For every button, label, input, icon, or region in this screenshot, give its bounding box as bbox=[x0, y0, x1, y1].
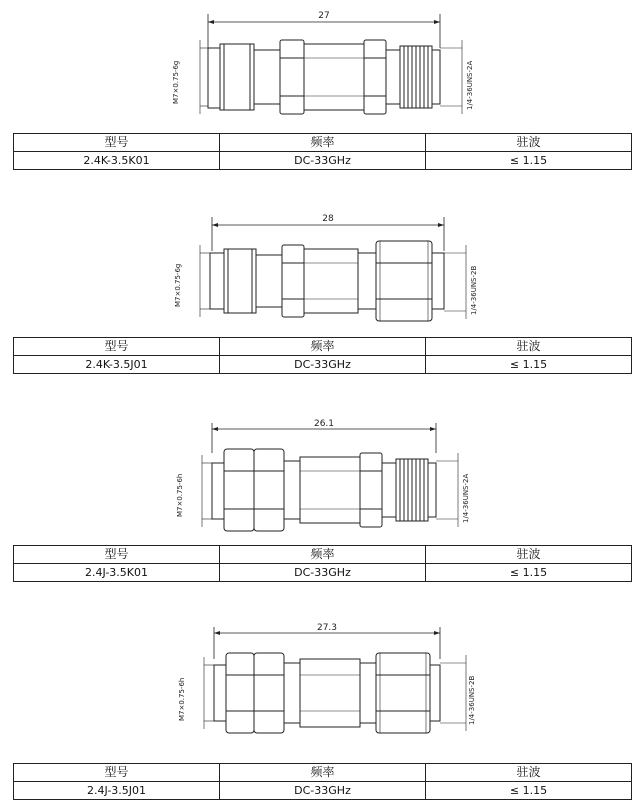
connector-drawing-3 bbox=[0, 417, 640, 537]
spec-table-3 bbox=[13, 545, 632, 582]
header-frequency: 频率 bbox=[220, 764, 426, 782]
header-model: 型号 bbox=[14, 134, 220, 152]
left-thread-label: M7×0.75-6g bbox=[174, 263, 182, 307]
header-vswr: 驻波 bbox=[426, 134, 632, 152]
connector-drawing-1 bbox=[0, 0, 640, 120]
dimension-label: 27 bbox=[318, 11, 330, 21]
model-cell: 2.4J-3.5K01 bbox=[14, 564, 220, 582]
header-vswr: 驻波 bbox=[426, 764, 632, 782]
frequency-cell: DC-33GHz bbox=[220, 152, 426, 170]
vswr-cell: ≤ 1.15 bbox=[426, 782, 632, 800]
left-thread-label: M7×0.75-6g bbox=[172, 60, 180, 104]
header-model: 型号 bbox=[14, 546, 220, 564]
header-frequency: 频率 bbox=[220, 546, 426, 564]
right-thread-label: 1/4-36UNS-2A bbox=[466, 60, 474, 110]
right-thread-label: 1/4-36UNS-2A bbox=[462, 473, 470, 523]
header-model: 型号 bbox=[14, 338, 220, 356]
vswr-cell: ≤ 1.15 bbox=[426, 564, 632, 582]
left-thread-label: M7×0.75-6h bbox=[178, 677, 186, 721]
dimension-label: 26.1 bbox=[313, 419, 335, 429]
frequency-cell: DC-33GHz bbox=[220, 356, 426, 374]
connector-drawing-2 bbox=[0, 207, 640, 327]
model-cell: 2.4K-3.5J01 bbox=[14, 356, 220, 374]
left-thread-label: M7×0.75-6h bbox=[176, 473, 184, 517]
vswr-cell: ≤ 1.15 bbox=[426, 152, 632, 170]
header-vswr: 驻波 bbox=[426, 338, 632, 356]
model-cell: 2.4J-3.5J01 bbox=[14, 782, 220, 800]
header-model: 型号 bbox=[14, 764, 220, 782]
frequency-cell: DC-33GHz bbox=[220, 564, 426, 582]
right-thread-label: 1/4-36UNS-2B bbox=[470, 265, 478, 315]
frequency-cell: DC-33GHz bbox=[220, 782, 426, 800]
dimension-label: 27.3 bbox=[316, 623, 338, 633]
spec-table-1 bbox=[13, 133, 632, 170]
spec-table-2 bbox=[13, 337, 632, 374]
model-cell: 2.4K-3.5K01 bbox=[14, 152, 220, 170]
header-frequency: 频率 bbox=[220, 338, 426, 356]
header-frequency: 频率 bbox=[220, 134, 426, 152]
header-vswr: 驻波 bbox=[426, 546, 632, 564]
dimension-label: 28 bbox=[322, 214, 334, 224]
right-thread-label: 1/4-36UNS-2B bbox=[468, 675, 476, 725]
spec-table-4 bbox=[13, 763, 632, 800]
vswr-cell: ≤ 1.15 bbox=[426, 356, 632, 374]
connector-drawing-4 bbox=[0, 619, 640, 739]
